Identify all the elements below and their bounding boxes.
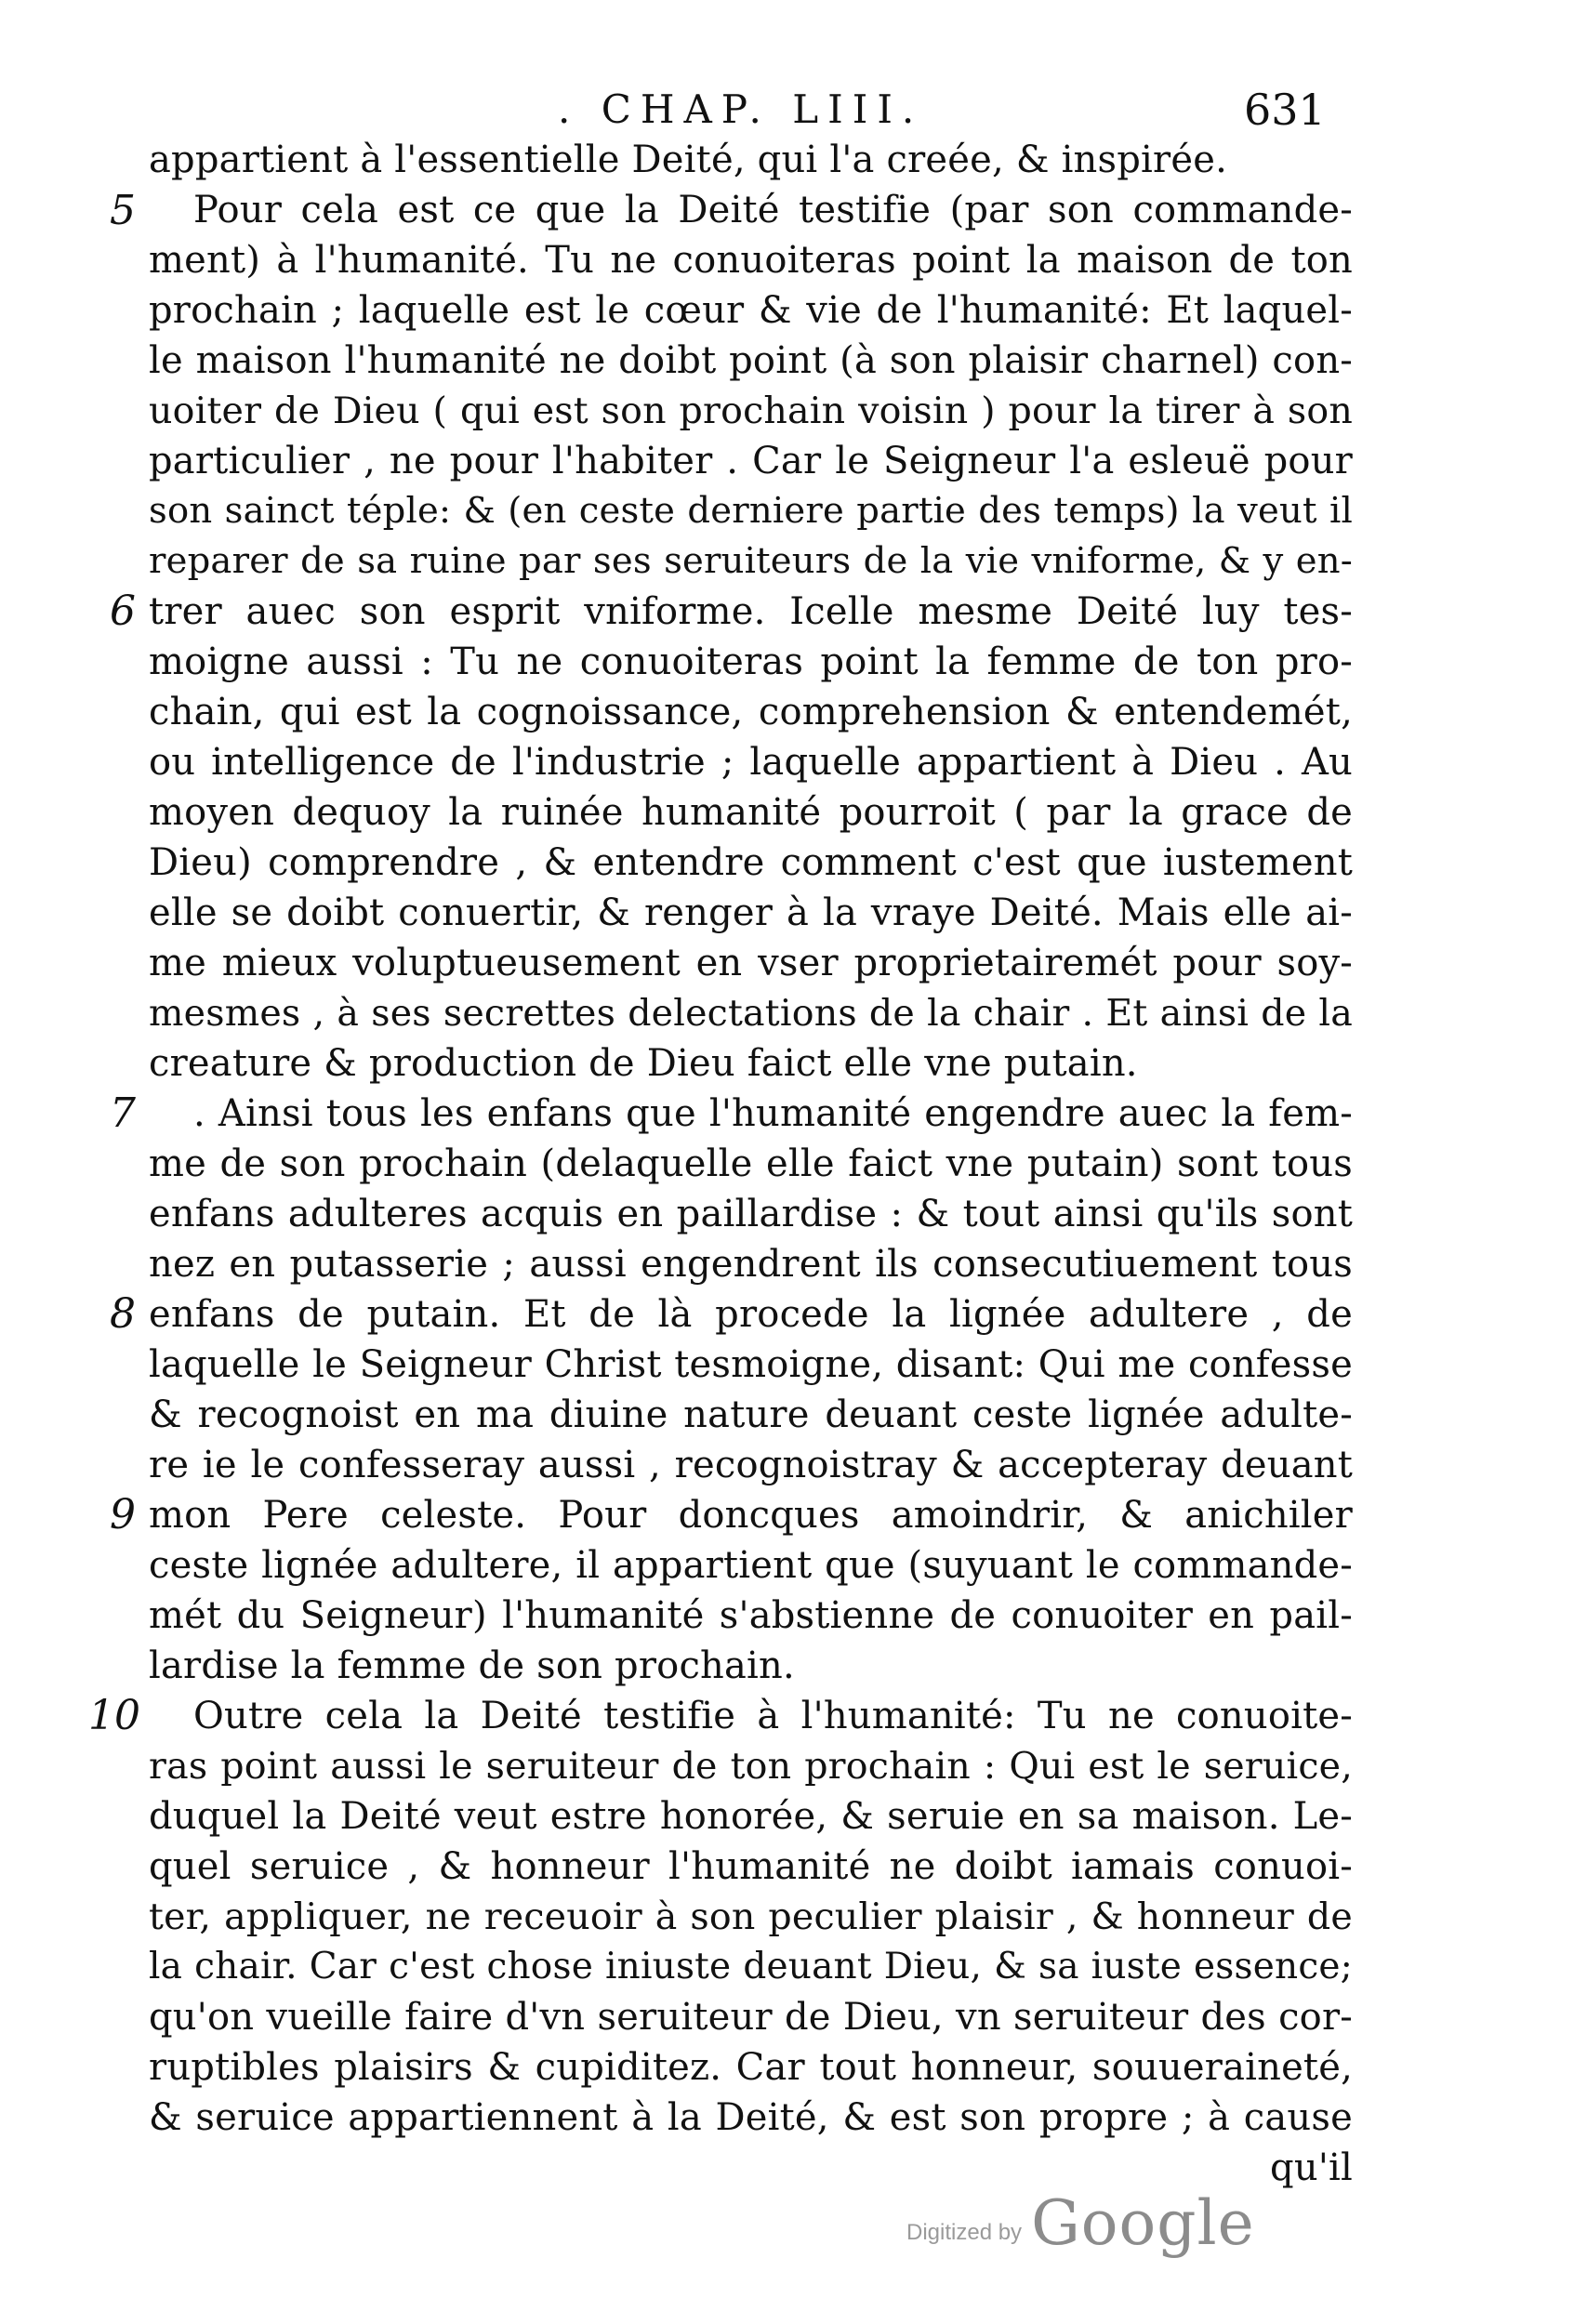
margin-number: 8 (110, 1290, 136, 1338)
text-line: duquel la Deité veut estre honorée, & seruie en sa maison. Le- (149, 1795, 1353, 1838)
text-line: ter, appliquer, ne receuoir à son peculier plaisir , & honneur de (149, 1895, 1353, 1938)
text-line: moyen dequoy la ruinée humanité pourroit ( par la grace de (149, 791, 1353, 834)
digitization-watermark (906, 2185, 1255, 2259)
text-line: le maison l'humanité ne doibt point (à son plaisir charnel) con- (149, 339, 1353, 382)
text-line: trer auec son esprit vniforme. Icelle mesme Deité luy tes- (149, 590, 1353, 633)
text-line: elle se doibt conuertir, & renger à la vraye Deité. Mais elle ai- (149, 891, 1353, 934)
text-line: creature & production de Dieu faict elle vne putain. (149, 1042, 1138, 1085)
text-line: Outre cela la Deité testifie à l'humanité: Tu ne conuoite- (193, 1695, 1353, 1737)
digitized-by-label: Digitized by (906, 2220, 1023, 2245)
text-line: Pour cela est ce que la Deité testifie (par son commande- (193, 189, 1353, 231)
text-line: & recognoist en ma diuine nature deuant ceste lignée adulte- (149, 1393, 1353, 1436)
text-line: laquelle le Seigneur Christ tesmoigne, disant: Qui me confesse (149, 1343, 1353, 1386)
body-text (149, 135, 1353, 2193)
text-line: lardise la femme de son prochain. (149, 1644, 795, 1687)
text-line: re ie le confesseray aussi , recognoistray & accepteray deuant (149, 1444, 1353, 1486)
text-line: qu'on vueille faire d'vn seruiteur de Dieu, vn seruiteur des cor- (149, 1996, 1353, 2039)
text-line: mesmes , à ses secrettes delectations de la chair . Et ainsi de la (149, 992, 1353, 1035)
running-head-chapter: . CHAP. LIII. (558, 86, 924, 132)
text-line: & seruice appartiennent à la Deité, & est son propre ; à cause (149, 2096, 1353, 2139)
text-line: ment) à l'humanité. Tu ne conuoiteras point la maison de ton (149, 239, 1353, 282)
text-line: reparer de sa ruine par ses seruiteurs de la vie vniforme, & y en- (149, 540, 1353, 582)
text-line: me de son prochain (delaquelle elle faict vne putain) sont tous (149, 1142, 1353, 1185)
catchword: qu'il (1270, 2146, 1353, 2189)
text-line: enfans adulteres acquis en paillardise : & tout ainsi qu'ils sont (149, 1193, 1353, 1235)
text-line: ruptibles plaisirs & cupiditez. Car tout honneur, souueraineté, (149, 2046, 1353, 2089)
text-line: uoiter de Dieu ( qui est son prochain voisin ) pour la tirer à son (149, 390, 1353, 432)
google-logo: Google (1031, 2187, 1255, 2259)
text-line: quel seruice , & honneur l'humanité ne doibt iamais conuoi- (149, 1845, 1353, 1888)
text-line: ceste lignée adultere, il appartient que (suyuant le commande- (149, 1544, 1353, 1587)
text-line: mét du Seigneur) l'humanité s'abstienne de conuoiter en pail- (149, 1594, 1353, 1637)
text-line: mon Pere celeste. Pour doncques amoindrir, & anichiler (149, 1494, 1353, 1537)
text-line: chain, qui est la cognoissance, comprehension & entendemét, (149, 691, 1353, 733)
text-line: me mieux voluptueusement en vser proprietairemét pour soy- (149, 942, 1353, 984)
margin-number: 10 (88, 1692, 140, 1739)
text-line: particulier , ne pour l'habiter . Car le Seigneur l'a esleuë pour (149, 440, 1353, 482)
margin-number: 5 (110, 187, 136, 234)
page-number: 631 (1244, 85, 1326, 135)
text-line: prochain ; laquelle est le cœur & vie de l'humanité: Et laquel- (149, 289, 1353, 332)
margin-number: 9 (110, 1491, 136, 1538)
margin-number: 7 (110, 1089, 136, 1137)
text-line: la chair. Car c'est chose iniuste deuant Dieu, & sa iuste essence; (149, 1946, 1353, 1987)
margin-number: 6 (110, 588, 136, 635)
text-line: son sainct téple: & (en ceste derniere partie des temps) la veut il (149, 490, 1353, 532)
text-line: . Ainsi tous les enfans que l'humanité engendre auec la fem- (193, 1092, 1353, 1135)
text-line: nez en putasserie ; aussi engendrent ils consecutiuement tous (149, 1243, 1353, 1286)
text-line: moigne aussi : Tu ne conuoiteras point la femme de ton pro- (149, 640, 1353, 683)
text-line: ras point aussi le seruiteur de ton prochain : Qui est le seruice, (149, 1745, 1353, 1788)
text-line: appartient à l'essentielle Deité, qui l'a creée, & inspirée. (149, 139, 1228, 181)
text-line: Dieu) comprendre , & entendre comment c'est que iustement (149, 841, 1353, 884)
text-line: enfans de putain. Et de là procede la lignée adultere , de (149, 1293, 1353, 1336)
text-line: ou intelligence de l'industrie ; laquelle appartient à Dieu . Au (149, 741, 1353, 784)
